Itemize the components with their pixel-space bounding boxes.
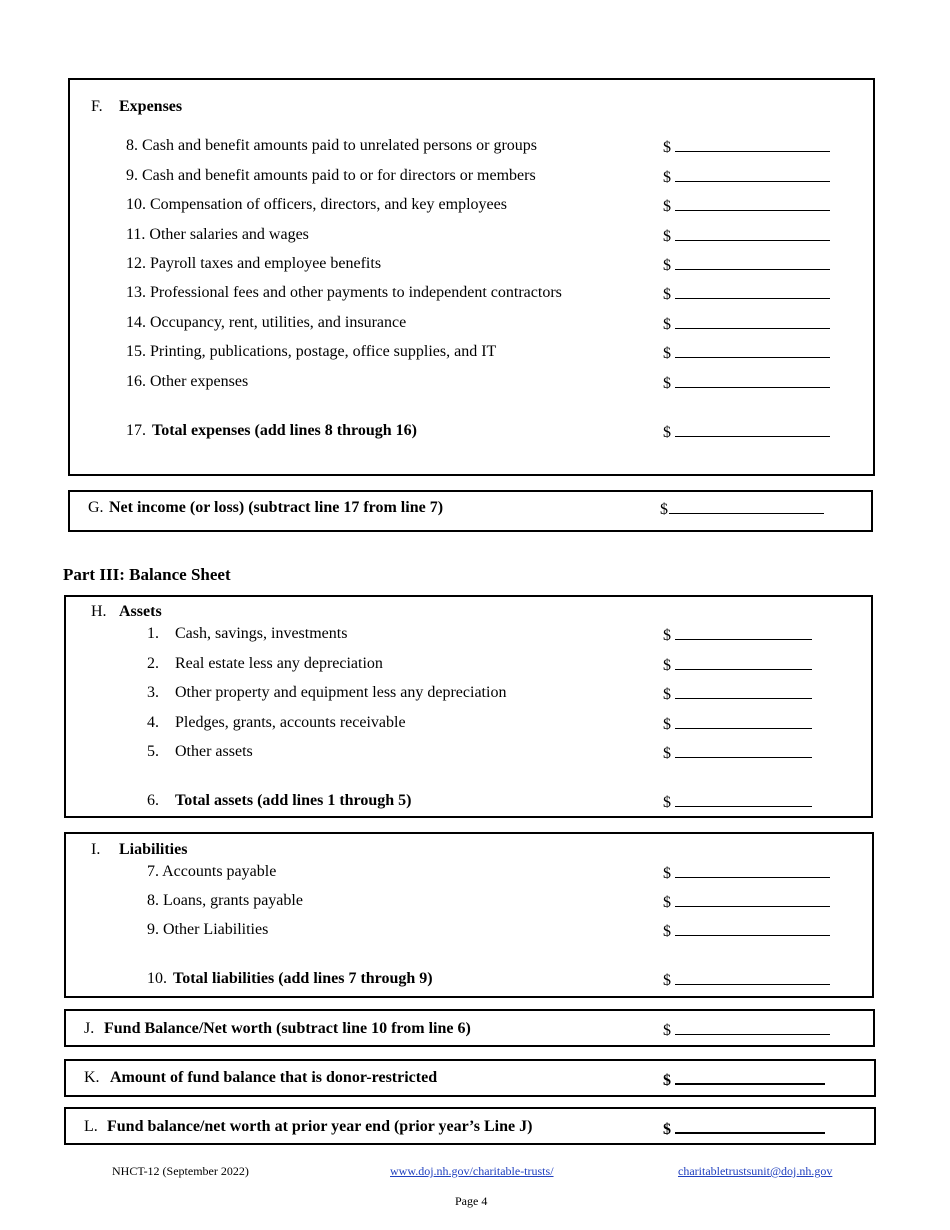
expense-line-12: 12. Payroll taxes and employee benefits [126,255,382,272]
dollar-sign: $ [663,139,671,156]
amount-blank[interactable] [675,792,812,807]
amount-blank[interactable] [675,284,830,299]
expense-line-16: 16. Other expenses [126,373,249,390]
dollar-sign: $ [663,198,671,215]
expense-line-10: 10. Compensation of officers, directors, and key employees [126,196,507,213]
amount-blank[interactable] [675,863,830,878]
email-link[interactable]: charitabletrustsunit@doj.nh.gov [678,1164,833,1178]
dollar-sign: $ [660,501,668,518]
form-id: NHCT-12 (September 2022) [112,1164,249,1178]
expense-amount-field[interactable] [663,373,830,393]
asset-line-number: 4. [147,714,159,731]
expense-amount-field[interactable] [663,196,830,216]
section-g-letter: G. [88,499,104,516]
expense-amount-field[interactable] [663,314,830,334]
liability-total-amount-field[interactable] [663,970,830,990]
amount-blank[interactable] [675,892,830,907]
amount-blank[interactable] [675,1118,825,1134]
section-k-letter: K. [84,1069,100,1086]
section-i-letter: I. [91,841,101,858]
asset-line-number: 2. [147,655,159,672]
dollar-sign: $ [663,316,671,333]
asset-amount-field[interactable] [663,684,812,704]
net-income-label: Net income (or loss) (subtract line 17 from line 7) [109,499,444,516]
dollar-sign: $ [663,286,671,303]
amount-blank[interactable] [675,625,812,640]
asset-amount-field[interactable] [663,714,812,734]
asset-total-number: 6. [147,792,159,809]
asset-line-label: Pledges, grants, accounts receivable [175,714,406,731]
section-j-letter: J. [84,1020,95,1037]
expense-total-number: 17. [126,422,146,439]
dollar-sign: $ [663,1121,671,1138]
dollar-sign: $ [663,657,671,674]
liability-line-9: 9. Other Liabilities [147,921,269,938]
expense-line-9: 9. Cash and benefit amounts paid to or for directors or members [126,167,536,184]
asset-line-number: 5. [147,743,159,760]
liability-total-number: 10. [147,970,167,987]
amount-blank[interactable] [675,921,830,936]
dollar-sign: $ [663,716,671,733]
amount-blank[interactable] [675,655,812,670]
fund-balance-amount-field[interactable] [663,1020,830,1040]
liability-amount-field[interactable] [663,921,830,941]
dollar-sign: $ [663,345,671,362]
page-number: Page 4 [455,1194,488,1208]
dollar-sign: $ [663,923,671,940]
expense-line-15: 15. Printing, publications, postage, office supplies, and IT [126,343,497,360]
donor-restricted-label: Amount of fund balance that is donor-restricted [110,1069,438,1086]
dollar-sign: $ [663,686,671,703]
amount-blank[interactable] [675,970,830,985]
liability-amount-field[interactable] [663,892,830,912]
dollar-sign: $ [663,894,671,911]
asset-line-number: 1. [147,625,159,642]
amount-blank[interactable] [675,196,830,211]
expense-line-13: 13. Professional fees and other payments to independent contractors [126,284,562,301]
expense-amount-field[interactable] [663,137,830,157]
expense-line-8: 8. Cash and benefit amounts paid to unrelated persons or groups [126,137,538,154]
prior-year-balance-amount-field[interactable] [663,1118,825,1139]
part-iii-title: Part III: Balance Sheet [63,565,231,584]
amount-blank[interactable] [675,314,830,329]
expense-total-amount-field[interactable] [663,422,830,442]
amount-blank[interactable] [675,226,830,241]
section-h-title: Assets [119,603,162,620]
expense-amount-field[interactable] [663,284,830,304]
amount-blank[interactable] [675,373,830,388]
asset-total-amount-field[interactable] [663,792,812,812]
dollar-sign: $ [663,257,671,274]
amount-blank[interactable] [675,1069,825,1085]
section-l-letter: L. [84,1118,98,1135]
liability-amount-field[interactable] [663,863,830,883]
dollar-sign: $ [663,972,671,989]
dollar-sign: $ [663,794,671,811]
amount-blank[interactable] [675,343,830,358]
asset-line-label: Real estate less any depreciation [175,655,383,672]
liability-total-label: Total liabilities (add lines 7 through 9) [173,970,433,987]
section-f-letter: F. [91,98,103,115]
dollar-sign: $ [663,1072,671,1089]
amount-blank[interactable] [675,743,812,758]
dollar-sign: $ [663,627,671,644]
amount-blank[interactable] [675,255,830,270]
donor-restricted-amount-field[interactable] [663,1069,825,1090]
asset-line-label: Other property and equipment less any depreciation [175,684,507,701]
dollar-sign: $ [663,865,671,882]
amount-blank[interactable] [675,137,830,152]
fund-balance-label: Fund Balance/Net worth (subtract line 10 from line 6) [104,1020,471,1037]
amount-blank[interactable] [675,422,830,437]
section-f-title: Expenses [119,98,183,115]
asset-amount-field[interactable] [663,655,812,675]
liability-line-7: 7. Accounts payable [147,863,277,880]
section-i-title: Liabilities [119,841,188,858]
amount-blank[interactable] [675,167,830,182]
dollar-sign: $ [663,228,671,245]
dollar-sign: $ [663,169,671,186]
expense-total-label: Total expenses (add lines 8 through 16) [152,422,417,439]
net-income-amount-field[interactable] [660,499,824,519]
asset-amount-field[interactable] [663,625,812,645]
expense-amount-field[interactable] [663,226,830,246]
asset-line-label: Cash, savings, investments [175,625,348,642]
amount-blank[interactable] [669,499,824,514]
liability-line-8: 8. Loans, grants payable [147,892,303,909]
section-h-letter: H. [91,603,107,620]
expense-line-11: 11. Other salaries and wages [126,226,309,243]
asset-amount-field[interactable] [663,743,812,763]
asset-total-label: Total assets (add lines 1 through 5) [175,792,412,809]
expense-line-14: 14. Occupancy, rent, utilities, and insurance [126,314,407,331]
website-link[interactable]: www.doj.nh.gov/charitable-trusts/ [390,1164,554,1178]
dollar-sign: $ [663,1022,671,1039]
asset-line-label: Other assets [175,743,253,760]
dollar-sign: $ [663,375,671,392]
amount-blank[interactable] [675,714,812,729]
dollar-sign: $ [663,745,671,762]
expense-amount-field[interactable] [663,343,830,363]
expense-amount-field[interactable] [663,167,830,187]
asset-line-number: 3. [147,684,159,701]
prior-year-balance-label: Fund balance/net worth at prior year end (prior year’s Line J) [107,1118,533,1135]
amount-blank[interactable] [675,1020,830,1035]
dollar-sign: $ [663,424,671,441]
expense-amount-field[interactable] [663,255,830,275]
amount-blank[interactable] [675,684,812,699]
